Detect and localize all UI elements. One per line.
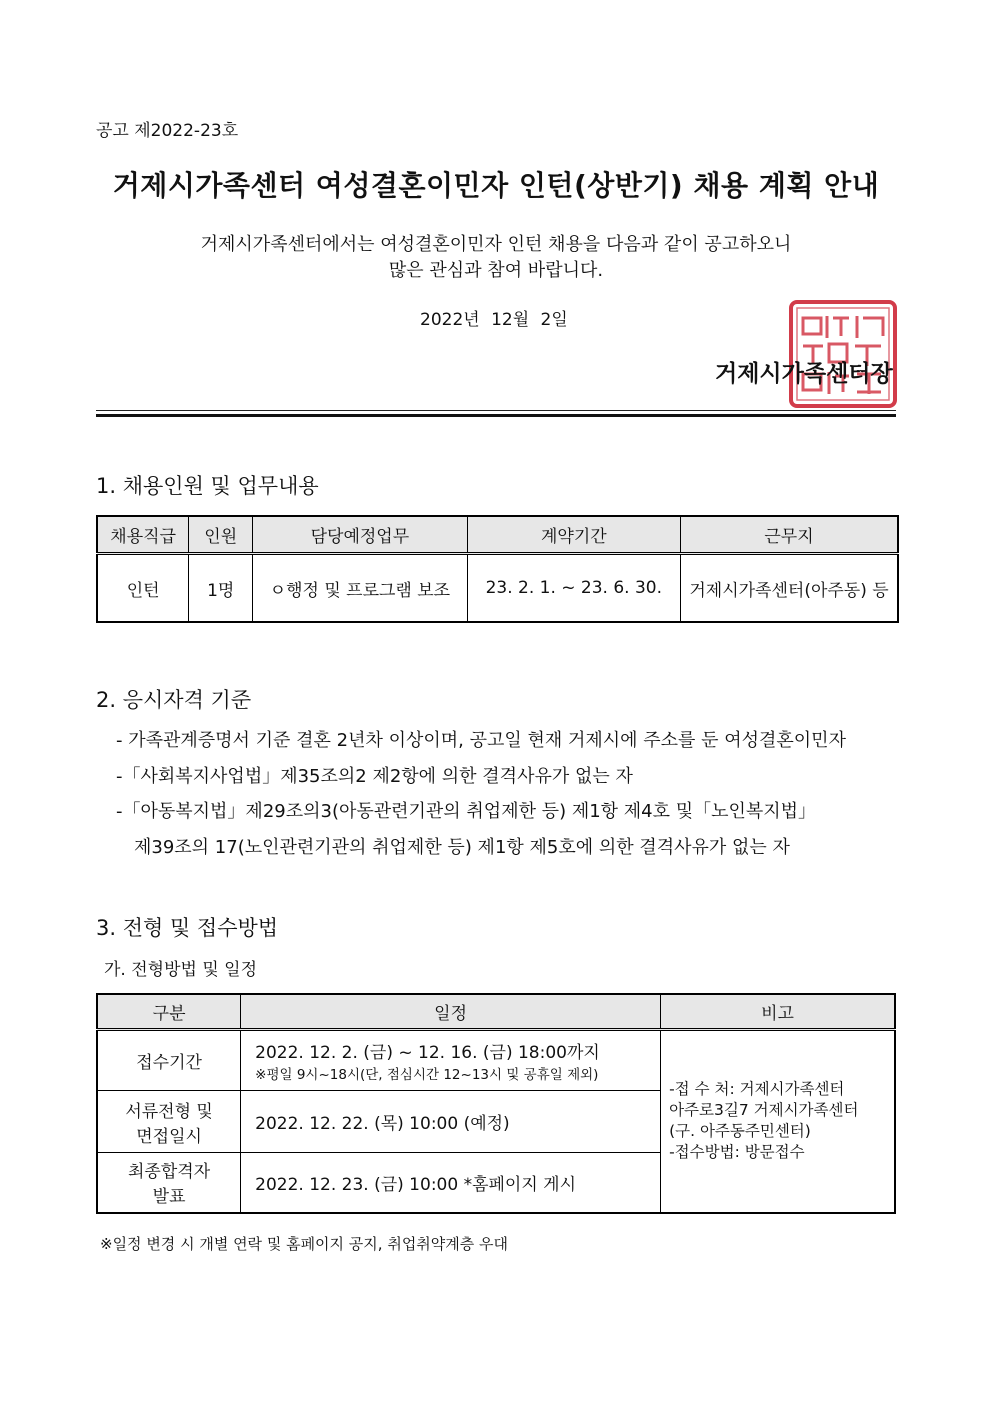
cell-contract-period: 23. 2. 1. ~ 23. 6. 30.	[467, 554, 680, 623]
col-header-contract-period: 계약기간	[467, 516, 680, 554]
section-2-title: 2. 응시자격 기준	[96, 688, 252, 712]
cell-headcount: 1명	[189, 554, 253, 623]
category-line: 서류전형 및	[125, 1101, 213, 1122]
qualification-item: -「아동복지법」제29조의3(아동관련기관의 취업제한 등) 제1항 제4호 및「노인복지법」	[116, 801, 817, 822]
section-3-subtitle: 가. 전형방법 및 일정	[104, 960, 257, 980]
remark-line: (구. 아주동주민센터)	[669, 1122, 811, 1141]
footnote: ※일정 변경 시 개별 연락 및 홈페이지 공지, 취업취약계층 우대	[100, 1235, 509, 1253]
remark-line: -접수방법: 방문접수	[669, 1143, 805, 1162]
divider	[96, 410, 896, 411]
col-header-duties: 담당예정업무	[253, 516, 467, 554]
category-line: 발표	[152, 1187, 186, 1208]
remark-line: -접 수 처: 거제시가족센터	[669, 1080, 845, 1099]
table-row	[97, 554, 898, 623]
cell-category: 접수기간	[97, 1030, 241, 1091]
col-header-category: 구분	[97, 994, 241, 1030]
recruitment-table	[96, 515, 899, 623]
cell-workplace: 거제시가족센터(아주동) 등	[681, 554, 898, 623]
qualification-item-continued: 제39조의 17(노인관련기관의 취업제한 등) 제1항 제5호에 의한 결격사유가 없는 자	[134, 837, 790, 858]
cell-remarks	[661, 1030, 895, 1213]
schedule-table	[96, 993, 896, 1214]
cell-schedule: 2022. 12. 22. (목) 10:00 (예정)	[241, 1091, 661, 1153]
divider-thick	[96, 414, 896, 417]
col-header-remarks: 비고	[661, 994, 895, 1030]
table-row	[97, 1030, 895, 1091]
cell-schedule	[241, 1030, 661, 1091]
col-header-headcount: 인원	[189, 516, 253, 554]
cell-rank: 인턴	[97, 554, 189, 623]
qualification-item: - 가족관계증명서 기준 결혼 2년차 이상이며, 공고일 현재 거제시에 주소를 둔 여성결혼이민자	[116, 730, 846, 751]
schedule-subnote: ※평일 9시~18시(단, 점심시간 12~13시 및 공휴일 제외)	[255, 1067, 599, 1083]
section-3-title: 3. 전형 및 접수방법	[96, 916, 279, 940]
official-seal-stamp	[789, 300, 897, 408]
col-header-workplace: 근무지	[681, 516, 898, 554]
section-1-title: 1. 채용인원 및 업무내용	[96, 474, 319, 498]
cell-schedule: 2022. 12. 23. (금) 10:00 *홈페이지 게시	[241, 1153, 661, 1213]
cell-category	[97, 1153, 241, 1213]
qualification-item: -「사회복지사업법」제35조의2 제2항에 의한 결격사유가 없는 자	[116, 766, 633, 787]
schedule-text: 2022. 12. 2. (금) ~ 12. 16. (금) 18:00까지	[255, 1043, 600, 1063]
notice-date: 2022년 12월 2일	[420, 310, 568, 330]
col-header-rank: 채용직급	[97, 516, 189, 554]
category-line: 최종합격자	[128, 1162, 211, 1183]
intro-line-2: 많은 관심과 참여 바랍니다.	[388, 260, 604, 281]
category-line: 면접일시	[136, 1126, 202, 1147]
intro-line-1: 거제시가족센터에서는 여성결혼이민자 인턴 채용을 다음과 같이 공고하오니	[200, 234, 792, 255]
cell-category	[97, 1091, 241, 1153]
cell-duties: ㅇ행정 및 프로그램 보조	[253, 554, 467, 623]
page-title: 거제시가족센터 여성결혼이민자 인턴(상반기) 채용 계획 안내	[112, 169, 880, 202]
col-header-schedule: 일정	[241, 994, 661, 1030]
notice-number: 공고 제2022-23호	[96, 121, 239, 141]
issuer-name: 거제시가족센터장	[715, 361, 893, 387]
remark-line: 아주로3길7 거제시가족센터	[669, 1101, 859, 1120]
